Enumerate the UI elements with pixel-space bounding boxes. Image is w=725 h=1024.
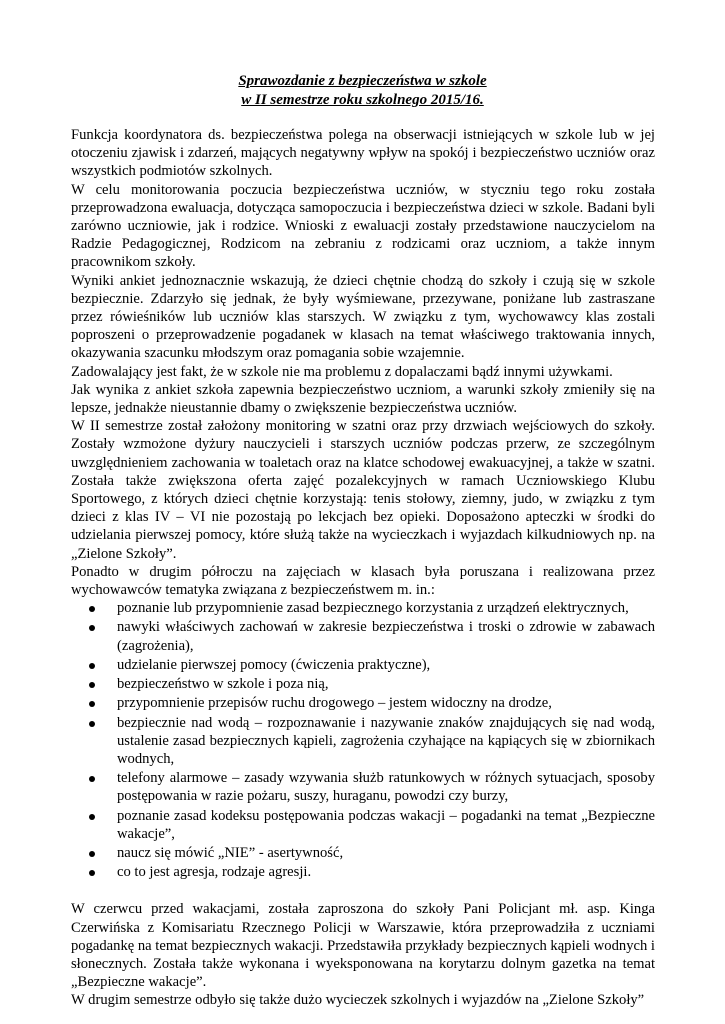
bullet-icon	[89, 721, 95, 727]
paragraph-police-visit: W czerwcu przed wakacjami, została zaproszona do szkoły Pani Policjant mł. asp. Kinga Czerwińska z Komisariatu Rzecznego Policji w Warszawie, która przeprowadziła z uczniami pogadankę na temat bezpiecznych wakacji. Przedstawiła przykłady bezpiecznych kąpieli wodnych i słonecznych. Została także wykonana i wyeksponowana na korytarzu dolnym gazetka na temat „Bezpieczne wakacje”.	[71, 901, 655, 991]
bullet-icon	[89, 814, 95, 820]
list-item-text: poznanie zasad kodeksu postępowania podczas wakacji – pogadanki na temat „Bezpieczne wakacje”,	[117, 807, 655, 842]
list-item-text: telefony alarmowe – zasady wzywania służb ratunkowych w różnych sytuacjach, sposoby postępowania w razie pożaru, suszy, huraganu, powodzi czy burzy,	[117, 770, 655, 805]
list-item	[117, 844, 655, 862]
list-item-text: bezpieczeństwo w szkole i poza nią,	[117, 676, 329, 693]
document-body	[71, 126, 655, 1010]
list-item-text: przypomnienie przepisów ruchu drogowego – jestem widoczny na drodze,	[117, 695, 552, 712]
bullet-icon	[89, 625, 95, 631]
bullet-icon	[89, 606, 95, 612]
list-item	[117, 714, 655, 769]
list-item-text: naucz się mówić „NIE” - asertywność,	[117, 844, 344, 861]
bullet-icon	[89, 851, 95, 857]
bullet-icon	[89, 701, 95, 707]
paragraph-gap	[71, 882, 655, 900]
list-item	[117, 599, 655, 617]
bullet-icon	[89, 776, 95, 782]
bullet-icon	[89, 870, 95, 876]
list-item-text: bezpiecznie nad wodą – rozpoznawanie i nazywanie znaków znajdujących się nad wodą, ustalenie zasad bezpiecznych kąpieli, zagrożenia czyhające na kąpiących się w zbiornikach wodnych,	[117, 714, 655, 767]
paragraph-trips: W drugim semestrze odbyło się także dużo wycieczek szkolnych i wyjazdów na „Zielone Szkoły”	[71, 992, 645, 1009]
list-item-text: nawyki właściwych zachowań w zakresie bezpieczeństwa i troski o zdrowie w zabawach (zagrożenia),	[117, 619, 655, 654]
list-item	[117, 675, 655, 693]
paragraph-coordinator-role: Funkcja koordynatora ds. bezpieczeństwa polega na obserwacji istniejących w szkole lub w jej otoczeniu zjawisk i zdarzeń, mających negatywny wpływ na spokój i bezpieczeństwo uczniów oraz wszystkich podmiotów szkolnych.	[71, 127, 655, 180]
title-line-1: Sprawozdanie z bezpieczeństwa w szkole	[238, 73, 487, 89]
list-item	[117, 863, 655, 881]
list-item-text: co to jest agresja, rodzaje agresji.	[117, 864, 312, 881]
paragraph-no-drugs: Zadowalający jest fakt, że w szkole nie ma problemu z dopalaczami bądź innymi używkami.	[71, 363, 613, 380]
paragraph-evaluation: W celu monitorowania poczucia bezpieczeństwa uczniów, w styczniu tego roku została przeprowadzona ewaluacja, dotycząca samopoczucia i bezpieczeństwa dzieci w szkole. Badani byli zarówno uczniowie, jak i rodzice. Wnioski z ewaluacji zostały przedstawione nauczycielom na Radzie Pedagogicznej, Rodzicom na zebraniu z rodzicami oraz uczniom, a także innym pracownikom szkoły.	[71, 181, 655, 271]
list-item-text: poznanie lub przypomnienie zasad bezpiecznego korzystania z urządzeń elektrycznych,	[117, 600, 629, 617]
list-item	[117, 694, 655, 712]
list-item	[117, 807, 655, 843]
list-item-text: udzielanie pierwszej pomocy (ćwiczenia praktyczne),	[117, 656, 431, 673]
safety-topics-list	[71, 599, 655, 881]
document-title	[0, 72, 725, 110]
list-item	[117, 618, 655, 654]
title-line-2: w II semestrze roku szkolnego 2015/16.	[241, 92, 484, 108]
list-item	[117, 656, 655, 674]
paragraph-topics-intro: Ponadto w drugim półroczu na zajęciach w klasach była poruszana i realizowana przez wychowawców tematyka związana z bezpieczeństwem m. in.:	[71, 563, 655, 599]
bullet-icon	[89, 663, 95, 669]
paragraph-school-safety: Jak wynika z ankiet szkoła zapewnia bezpieczeństwo uczniom, a warunki szkoły zmieniły się na lepsze, jednakże nieustannie dbamy o zwiększenie bezpieczeństwa uczniów.	[71, 381, 655, 417]
bullet-icon	[89, 682, 95, 688]
list-item	[117, 769, 655, 805]
paragraph-monitoring: W II semestrze został założony monitoring w szatni oraz przy drzwiach wejściowych do szkoły. Zostały wzmożone dyżury nauczycieli i starszych uczniów podczas przerw, ze szczególnym uwzględnieniem zachowania w toaletach oraz na klatce schodowej ewakuacyjnej, a także w szatni. Została także zwiększona oferta zajęć pozalekcyjnych w ramach Uczniowskiego Klubu Sportowego, z których dzieci chętnie korzystają: tenis stołowy, ziemny, judo, w związku z tym dzieci z klas IV – VI nie pozostają po lekcjach bez opieki. Doposażono apteczki w środki do udzielania pierwszej pomocy, które służą także na wycieczkach i wyjazdach kilkudniowych np. na „Zielone Szkoły”.	[71, 418, 655, 562]
paragraph-survey-results: Wyniki ankiet jednoznacznie wskazują, że dzieci chętnie chodzą do szkoły i czują się w szkole bezpiecznie. Zdarzyło się jednak, że były wyśmiewane, przezywane, poniżane lub zastraszane przez rówieśników lub uczniów klas starszych. W związku z tym, wychowawcy klas zostali poproszeni o przeprowadzenie pogadanek w klasach na temat właściwego traktowania innych, okazywania szacunku młodszym oraz pomagania sobie wzajemnie.	[71, 272, 655, 362]
